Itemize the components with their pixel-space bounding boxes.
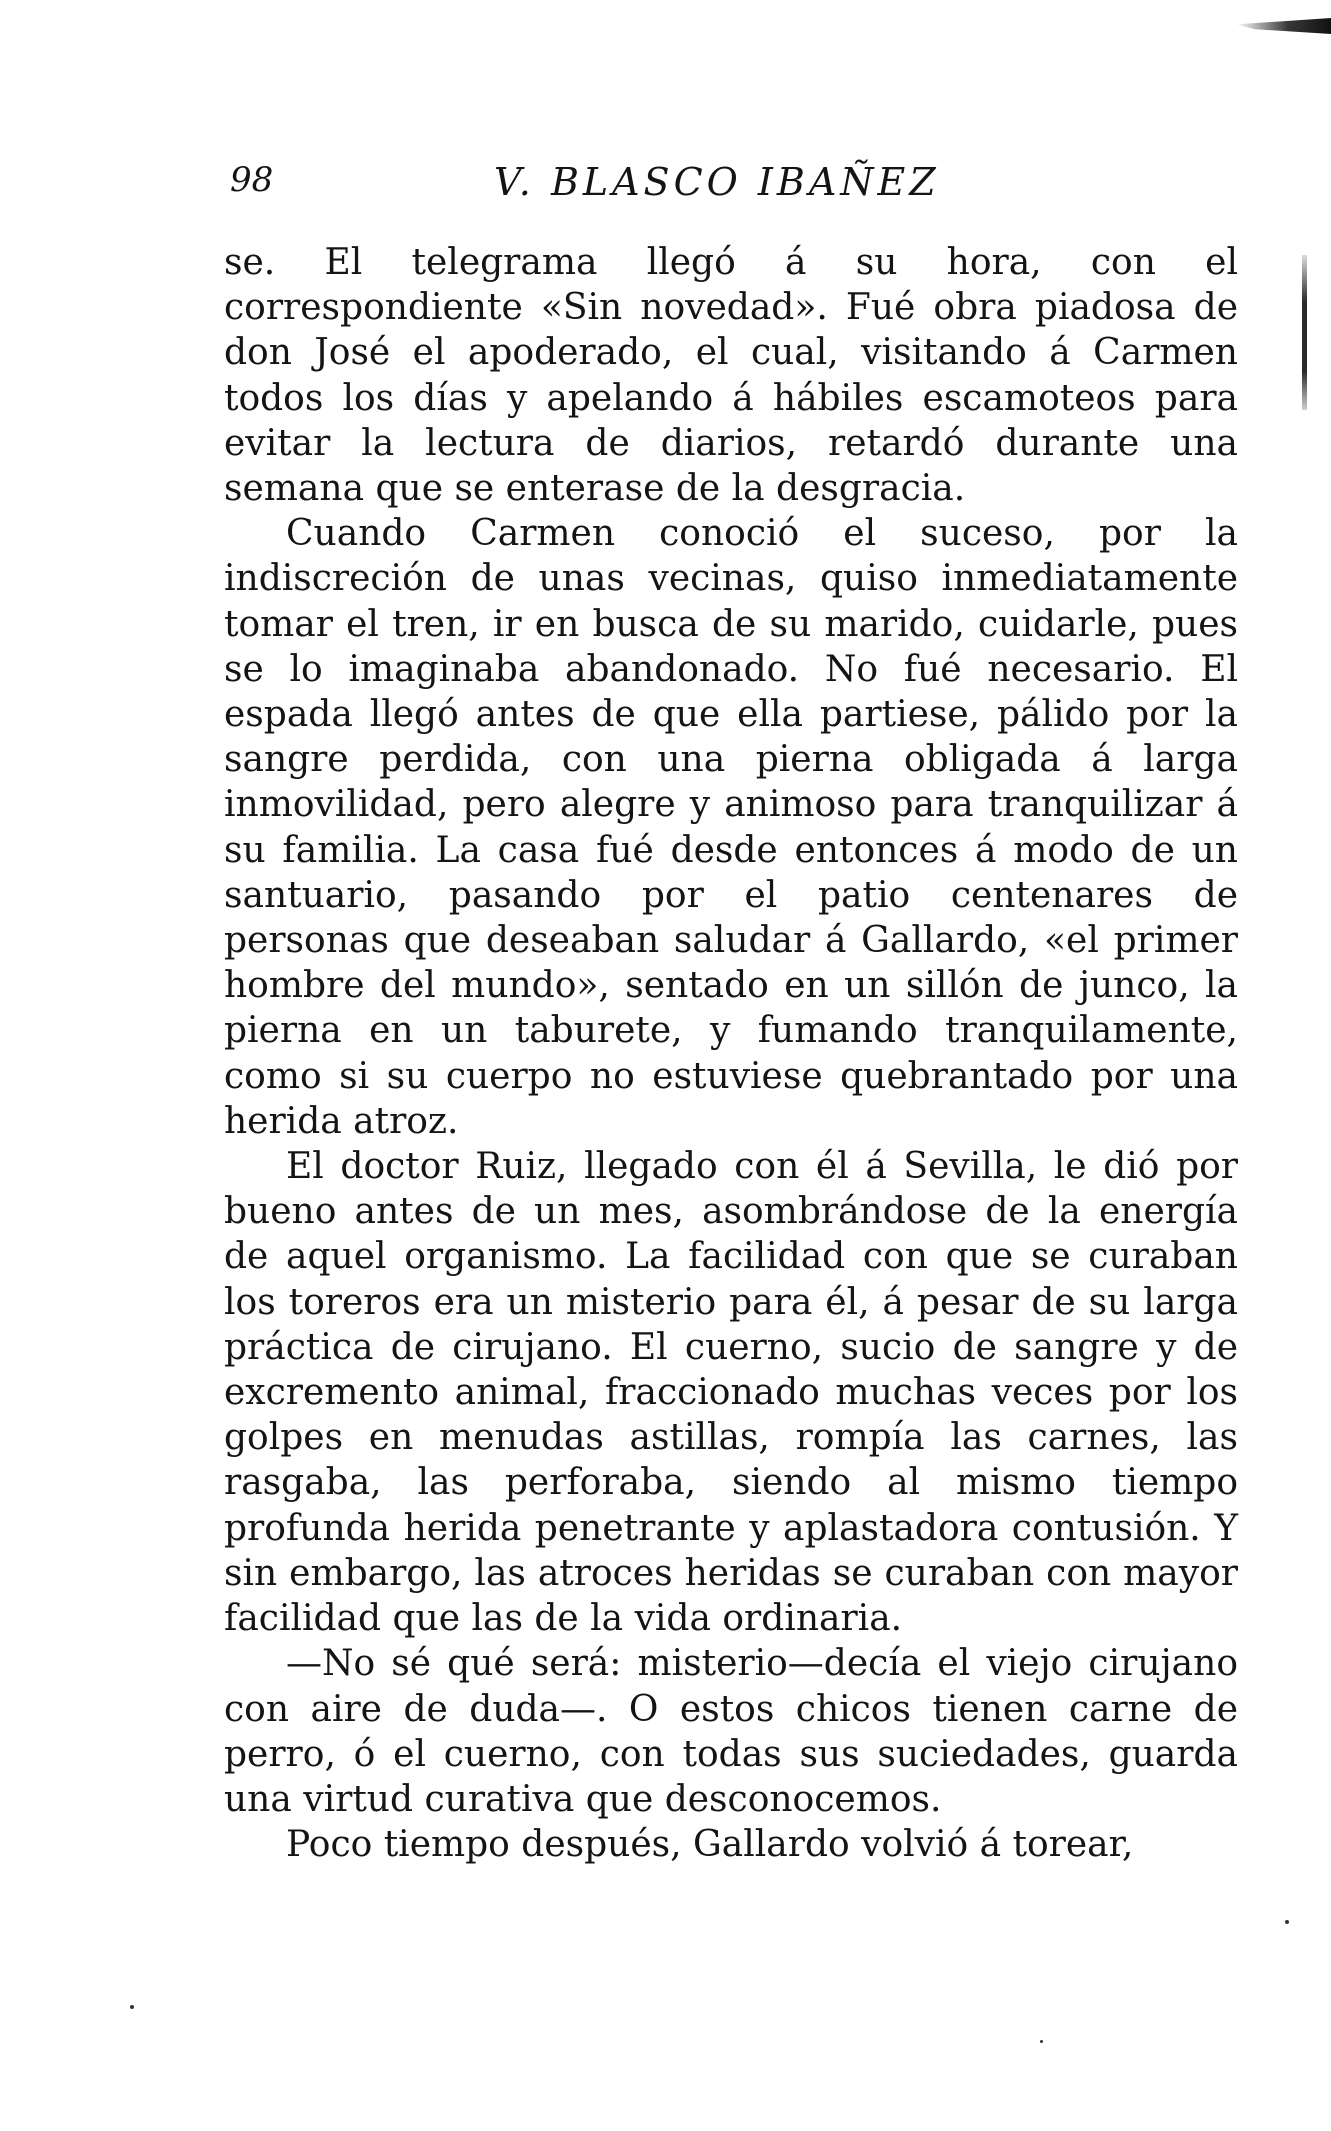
scan-speck (130, 2005, 134, 2009)
paragraph: —No sé qué será: misterio—decía el viejo cirujano con aire de duda—. O estos chicos tienen carne de perro, ó el cuerno, con todas sus suciedades, guarda una virtud curativa que desconocemos. (224, 1643, 1238, 1820)
page-number: 98 (230, 160, 274, 200)
running-head: V. BLASCO IBAÑEZ (494, 160, 940, 204)
body-text (224, 240, 1238, 1867)
paragraph: Cuando Carmen conoció el suceso, por la indiscreción de unas vecinas, quiso inmediatamente tomar el tren, ir en busca de su marido, cuidarle, pues se lo imaginaba abandonado. No fué necesario. El espada llegó antes de que ella partiese, pálido por la sangre perdida, con una pierna obligada á larga inmovilidad, pero alegre y animoso para tranquilizar á su familia. La casa fué desde entonces á modo de un santuario, pasando por el patio centenares de personas que deseaban saludar á Gallardo, «el primer hombre del mundo», sentado en un sillón de junco, la pierna en un taburete, y fumando tranquilamente, como si su cuerpo no estuviese quebrantado por una herida atroz. (224, 513, 1238, 1142)
scan-smudge (1236, 18, 1331, 34)
paragraph: Poco tiempo después, Gallardo volvió á torear, (286, 1824, 1134, 1866)
paragraph: El doctor Ruiz, llegado con él á Sevilla, le dió por bueno antes de un mes, asombrándose de la energía de aquel organismo. La facilidad con que se curaban los toreros era un misterio para él, á pesar de su larga práctica de cirujano. El cuerno, sucio de sangre y de excremento animal, fraccionado muchas veces por los golpes en menudas astillas, rompía las carnes, las rasgaba, las perforaba, siendo al mismo tiempo profunda herida penetrante y aplastadora contusión. Y sin embargo, las atroces heridas se curaban con mayor facilidad que las de la vida ordinaria. (224, 1146, 1238, 1640)
paragraph: se. El telegrama llegó á su hora, con el correspondiente «Sin novedad». Fué obra piadosa de don José el apoderado, el cual, visitando á Carmen todos los días y apelando á hábiles escamoteos para evitar la lectura de diarios, retardó durante una semana que se enterase de la desgracia. (224, 242, 1238, 510)
scan-edge-mark (1302, 255, 1307, 410)
scan-speck (1285, 1920, 1289, 1924)
page-header (224, 158, 1234, 218)
scan-speck (1040, 2040, 1043, 2043)
